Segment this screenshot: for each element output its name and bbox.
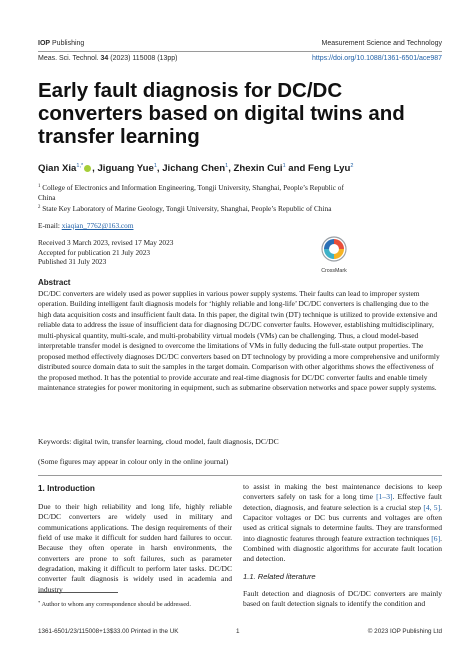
paper-title: Early fault diagnosis for DC/DC converters based on digital twins and transfer learning xyxy=(38,79,405,148)
author-name[interactable]: Feng Lyu xyxy=(308,163,351,174)
crossmark-icon xyxy=(321,236,347,262)
subsection-heading: 1.1. Related literature xyxy=(243,572,316,581)
orcid-icon[interactable] xyxy=(84,165,91,172)
citation: Meas. Sci. Technol. 34 (2023) 115008 (13pp) xyxy=(38,55,178,62)
footnote-rule xyxy=(38,592,118,593)
published-date: Published 31 July 2023 xyxy=(38,257,107,267)
related-literature-paragraph: Fault detection and diagnosis of DC/DC converters are mainly based on fault detection signals to identify the condition and xyxy=(243,589,442,609)
crossmark-badge[interactable] xyxy=(318,236,350,274)
crossmark-label: CrossMark xyxy=(321,268,347,274)
section-heading-introduction: 1. Introduction xyxy=(38,484,95,493)
right-column-paragraph: to assist in making the best maintenance decisions to keep converters safely on task for a long time [1–3]. Effective fault detection, diagnosis, and feature selection is a crucial step [4, 5]. Capacitor voltages or DC bus currents and voltages are often used as critical signals to determine faults. They are transformed into diagnostic features through feature extraction techniques [6]. Combined with diagnostic algorithms for accurate fault location and detection. xyxy=(243,482,442,564)
journal-name: Measurement Science and Technology xyxy=(321,40,442,47)
section-rule xyxy=(38,475,442,476)
citation-link[interactable]: [1–3] xyxy=(376,492,393,502)
affiliation-2: $^2$ State Key Laboratory of Marine Geology, Tongji University, Shanghai, People’s Republic of China xyxy=(38,204,332,213)
email-line: E-mail: xiaqian_7762@163.com xyxy=(38,221,134,230)
keywords: Keywords: digital twin, transfer learning, cloud model, fault diagnosis, DC/DC xyxy=(38,437,279,446)
publisher-name: IOP Publishing xyxy=(38,40,85,47)
citation-link[interactable]: [4, 5] xyxy=(423,502,441,512)
author-list: Qian Xia$^{1,*}$ , Jiguang Yue$^1$, Jichang Chen$^1$, Zhexin Cui$^1$ and Feng Lyu$^2$ xyxy=(38,163,354,174)
affiliation-1: $^1$ College of Electronics and Information Engineering, Tongji University, Shanghai, People’s Republic of China xyxy=(38,183,344,202)
publication-dates xyxy=(38,238,173,267)
doi-link[interactable]: https://doi.org/10.1088/1361-6501/ace987 xyxy=(312,55,442,62)
author-name[interactable]: Jiguang Yue xyxy=(97,163,154,174)
author-name[interactable]: Zhexin Cui xyxy=(233,163,283,174)
received-date: Received 3 March 2023, revised 17 May 2023 xyxy=(38,238,174,247)
introduction-paragraph: Due to their high reliability and long life, highly reliable DC/DC converters are widely used in military and communications applications. The design requirements of their field of use make it difficult for sudden hard failures to occur. Because they often operate in harsh environments, the converters are prone to soft failures, such as parameter degradation, making it difficult to perform later tasks. DC/DC converter fault diagnosis is widely used in academia and industry xyxy=(38,502,232,594)
footnote: * Author to whom any correspondence should be addressed. xyxy=(38,600,191,608)
abstract-heading: Abstract xyxy=(38,278,71,287)
footer-issn: 1361-6501/23/115008+13$33.00 Printed in the UK xyxy=(38,628,179,635)
citation-link[interactable]: [6] xyxy=(431,533,441,543)
author-name[interactable]: Jichang Chen xyxy=(162,163,226,174)
author-name[interactable]: Qian Xia xyxy=(38,163,77,174)
footer-copyright: © 2023 IOP Publishing Ltd xyxy=(367,628,442,635)
header-rule xyxy=(38,51,442,52)
colour-note: (Some figures may appear in colour only in the online journal) xyxy=(38,457,229,466)
email-link[interactable]: xiaqian_7762@163.com xyxy=(61,221,134,230)
page-number: 1 xyxy=(236,628,240,635)
accepted-date: Accepted for publication 21 July 2023 xyxy=(38,247,151,257)
abstract-text: DC/DC converters are widely used as power supplies in various power supply systems. Their faults can lead to improper system operation. Building intelligent fault diagnosis models for ‘highly reliable and long-life’ DC/DC converters is challenging due to the high data acquisition costs and insufficient fault data. In this paper, the digital twin (DT) technique is utilized to provide extensive and reliable data to address the issue of insufficient data for diagnosing DC/DC converter faults. However, establishing multidisciplinary, multi-physical quantity, multi-scale, and multi-probability virtual models (VMs) can be challenging. Thus, a cloud model-based interpretable transfer model is designed to overcome the limitations of VMs in fully deducing the full-state output properties. The proposed method effectively diagnoses DC/DC converters based on DT technology by providing a more comprehensive and uniformly distributed source domain data to suit the samples in the target domain. Comparison with other algorithms shows the effectiveness of the proposed method. It has the potential to provide accurate and real-time diagnosis for DC/DC converter faults and enable timely maintenance strategies for power monitoring in equipment, such as submarine observation networks and space power supply systems. xyxy=(38,289,440,393)
